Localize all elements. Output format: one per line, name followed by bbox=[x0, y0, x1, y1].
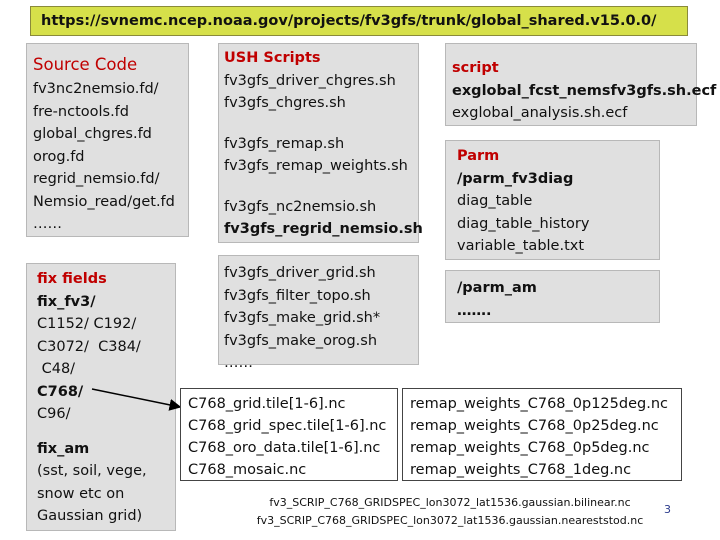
remap-file: remap_weights_C768_1deg.nc bbox=[410, 462, 632, 478]
remap-file: remap_weights_C768_0p5deg.nc bbox=[410, 440, 650, 456]
parm-am-title: /parm_am bbox=[457, 280, 537, 296]
source-code-title: Source Code bbox=[33, 55, 138, 74]
ush-grid-item: fv3gfs_driver_grid.sh bbox=[224, 265, 376, 281]
scrip-file: fv3_SCRIP_C768_GRIDSPEC_lon3072_lat1536.gaussian.bilinear.nc bbox=[269, 496, 631, 509]
source-item: fv3nc2nemsio.fd/ bbox=[33, 81, 159, 97]
ush-script-item: fv3gfs_driver_chgres.sh bbox=[224, 72, 396, 89]
ush-script-item-highlight: fv3gfs_regrid_nemsio.sh bbox=[224, 221, 423, 237]
ush-script-item: fv3gfs_remap.sh bbox=[224, 135, 345, 152]
parm-box bbox=[445, 140, 660, 260]
ush-scripts-title: USH Scripts bbox=[224, 50, 321, 66]
parm-am-more: ……. bbox=[457, 302, 492, 319]
resolution-line: C96/ bbox=[37, 406, 71, 422]
fix-fv3-dir: fix_fv3/ bbox=[37, 293, 96, 310]
scrip-file: fv3_SCRIP_C768_GRIDSPEC_lon3072_lat1536.gaussian.neareststod.nc bbox=[256, 514, 644, 527]
source-item: regrid_nemsio.fd/ bbox=[33, 171, 160, 187]
resolution-line-c768: C768/ bbox=[37, 383, 84, 400]
fix-am-desc: Gaussian grid) bbox=[37, 508, 143, 524]
ush-grid-item: fv3gfs_make_orog.sh bbox=[224, 332, 378, 349]
source-item: …… bbox=[33, 216, 62, 232]
grid-file: C768_oro_data.tile[1-6].nc bbox=[188, 440, 381, 456]
parm-title: Parm bbox=[457, 148, 500, 164]
grid-file: C768_mosaic.nc bbox=[188, 462, 307, 478]
grid-file: C768_grid_spec.tile[1-6].nc bbox=[188, 418, 387, 434]
source-code-box bbox=[26, 43, 189, 237]
ush-script-item: fv3gfs_chgres.sh bbox=[224, 95, 346, 111]
resolution-line: C3072/ C384/ bbox=[37, 338, 141, 355]
parm-item: diag_table bbox=[457, 193, 533, 209]
remap-file: remap_weights_C768_0p125deg.nc bbox=[410, 396, 668, 412]
url-text: https://svnemc.ncep.noaa.gov/projects/fv3gfs/trunk/global_shared.v15.0.0/ bbox=[41, 13, 657, 29]
scrip-files bbox=[230, 494, 670, 530]
script-item: exglobal_analysis.sh.ecf bbox=[452, 105, 628, 121]
fix-fields-title: fix fields bbox=[37, 271, 107, 287]
resolution-line: C1152/ C192/ bbox=[37, 316, 137, 332]
ush-grid-scripts-box bbox=[218, 255, 419, 371]
script-title: script bbox=[452, 60, 499, 76]
ush-grid-item: …… bbox=[224, 355, 253, 371]
fix-am-desc: snow etc on bbox=[37, 485, 125, 502]
ush-script-item: fv3gfs_nc2nemsio.sh bbox=[224, 198, 377, 215]
remap-file: remap_weights_C768_0p25deg.nc bbox=[410, 418, 659, 434]
grid-files-box bbox=[180, 388, 398, 481]
resolution-line: C48/ bbox=[37, 361, 76, 377]
script-box bbox=[445, 43, 717, 126]
fix-am-desc: (sst, soil, vege, bbox=[37, 463, 147, 479]
parm-item: diag_table_history bbox=[457, 215, 590, 232]
remap-weights-box bbox=[402, 388, 682, 481]
page-number: 3 bbox=[664, 503, 671, 516]
parm-subdir: /parm_fv3diag bbox=[457, 170, 574, 187]
fix-am-title: fix_am bbox=[37, 440, 90, 457]
script-item: exglobal_fcst_nemsfv3gfs.sh.ecf bbox=[452, 82, 717, 99]
parm-item: variable_table.txt bbox=[457, 238, 585, 254]
source-item: fre-nctools.fd bbox=[33, 103, 129, 120]
source-item: orog.fd bbox=[33, 148, 85, 165]
fix-fields-box bbox=[26, 263, 176, 531]
ush-grid-item: fv3gfs_make_grid.sh* bbox=[224, 310, 381, 326]
source-item: global_chgres.fd bbox=[33, 126, 152, 142]
source-item: Nemsio_read/get.fd bbox=[33, 193, 175, 210]
grid-file: C768_grid.tile[1-6].nc bbox=[188, 396, 346, 412]
ush-script-item: fv3gfs_remap_weights.sh bbox=[224, 158, 408, 174]
url-bar[interactable] bbox=[30, 6, 688, 36]
ush-scripts-box bbox=[218, 43, 423, 243]
ush-grid-item: fv3gfs_filter_topo.sh bbox=[224, 287, 371, 304]
parm-am-box bbox=[445, 270, 660, 323]
